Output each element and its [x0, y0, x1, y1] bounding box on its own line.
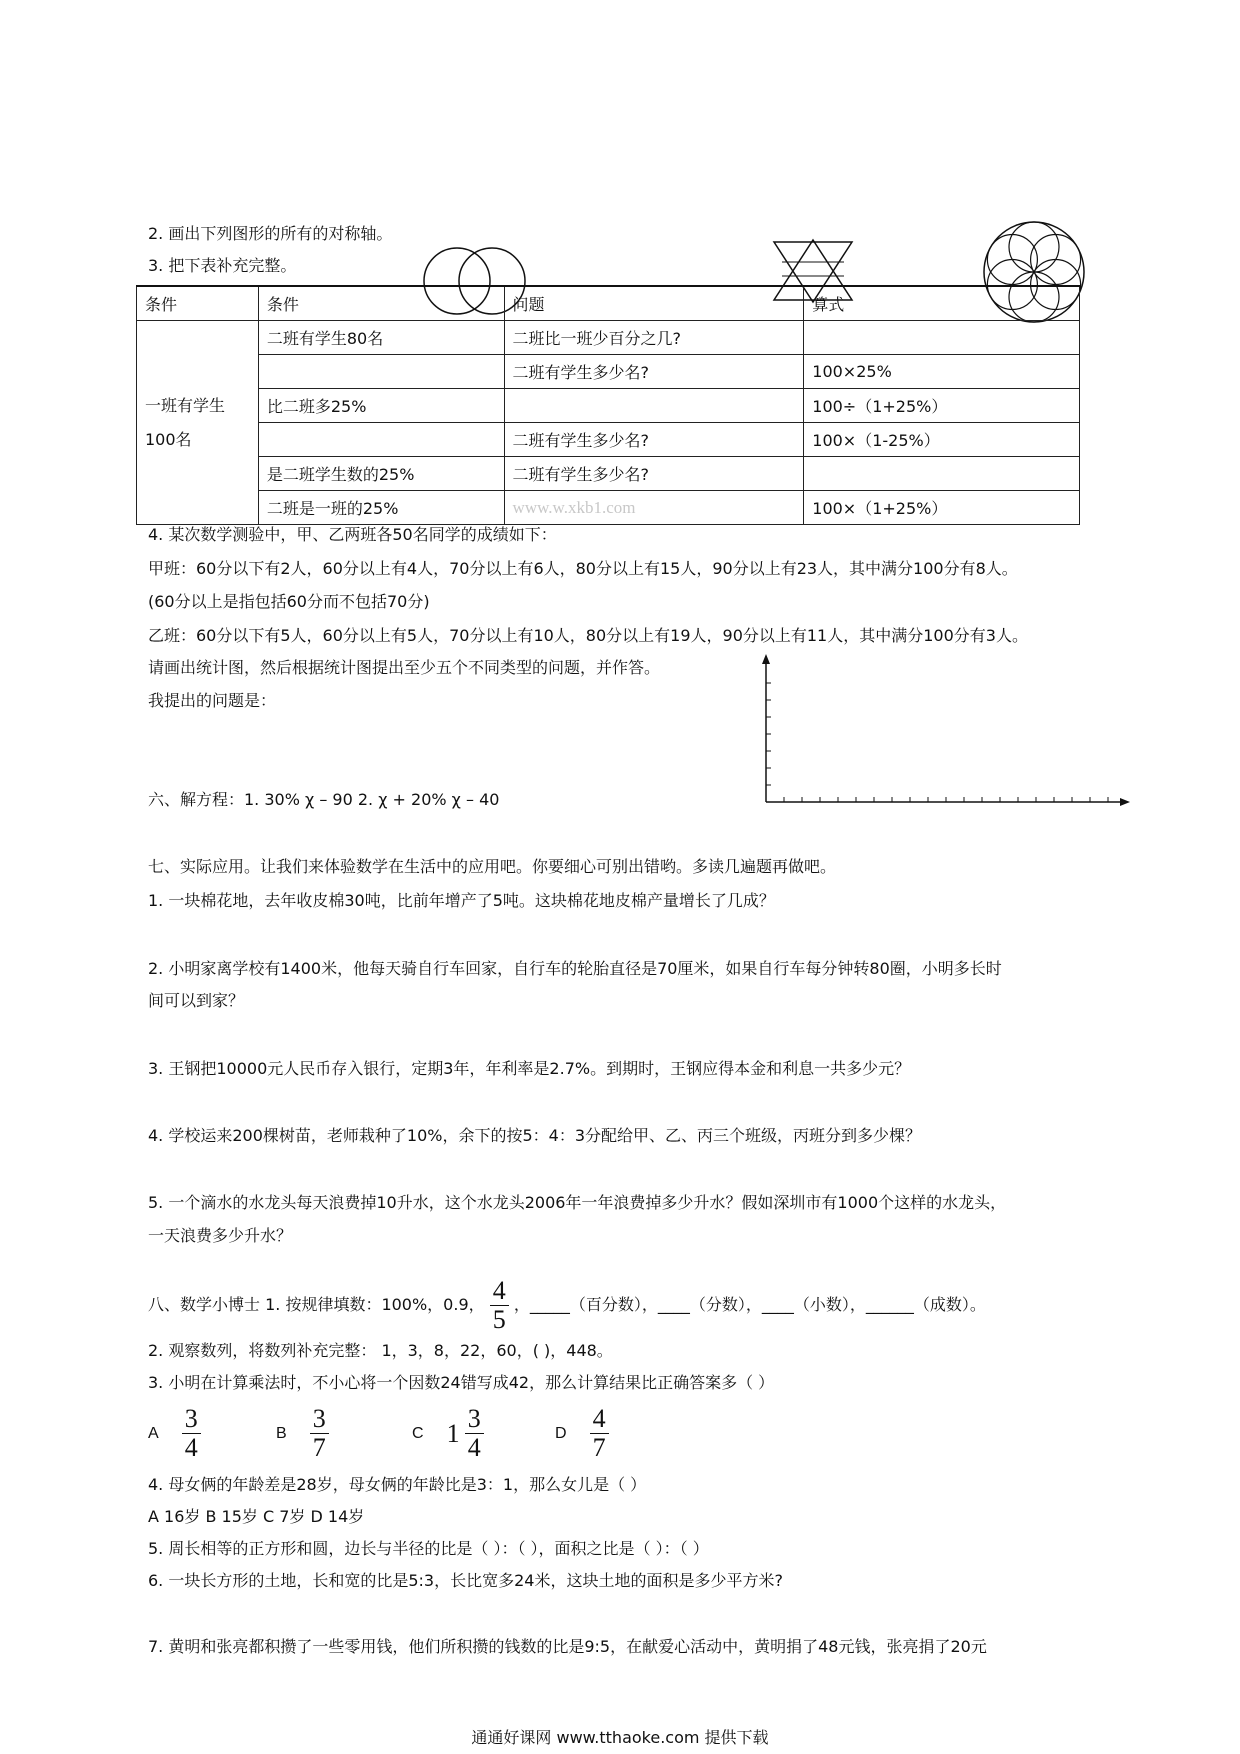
y-axis-arrow-icon: [762, 654, 770, 664]
fraction-denominator: 7: [312, 1433, 326, 1462]
question-4-class-b: 乙班：60分以下有5人，60分以上有5人，70分以上有10人，80分以上有19人，90分以上有11人，其中满分100分有3人。: [148, 626, 1028, 645]
section-8-q4: 4. 母女俩的年龄差是28岁，母女俩的年龄比是3：1，那么女儿是（ ）: [148, 1475, 647, 1494]
table-cell: 二班有学生多少名?: [504, 355, 804, 389]
section-7-q2-line1: 2. 小明家离学校有1400米，他每天骑自行车回家，自行车的轮胎直径是70厘米，如果自行车每分钟转80圈，小明多长时: [148, 959, 1002, 978]
fraction-denominator: 5: [492, 1305, 506, 1334]
table-cell: 100÷（1+25%）: [804, 389, 1080, 423]
blank-chart-axes: [755, 652, 1135, 812]
header-cell: 问题: [504, 286, 804, 321]
section-8-q3: 3. 小明在计算乘法时，不小心将一个因数24错写成42，那么计算结果比正确答案多（ ）: [148, 1373, 775, 1392]
table-row: [137, 423, 1080, 457]
header-cell: 条件: [137, 286, 259, 321]
table-cell: 比二班多25%: [258, 389, 504, 423]
page-footer: 通通好课网 www.tthaoke.com 提供下载: [471, 1728, 769, 1747]
section-8-q1: [148, 1275, 986, 1335]
option-c: [412, 1405, 484, 1462]
option-label: A: [148, 1424, 159, 1442]
table-row: [137, 355, 1080, 389]
option-fraction: [182, 1405, 201, 1462]
table-cell: 100×25%: [804, 355, 1080, 389]
section-7-q1: 1. 一块棉花地，去年收皮棉30吨，比前年增产了5吨。这块棉花地皮棉产量增长了几成？: [148, 891, 775, 910]
option-label: C: [412, 1424, 424, 1442]
table-row: [137, 389, 1080, 423]
section-6-equations: 六、解方程：1. 30% χ – 90 2. χ + 20% χ – 40: [148, 790, 500, 809]
table-cell: 二班是一班的25%: [258, 491, 504, 525]
table-row: [137, 321, 1080, 355]
section-8-q1-blanks: ，_____（百分数），____（分数），____（小数），______（成数）。: [513, 1295, 986, 1314]
fraction-numerator: 3: [310, 1405, 329, 1434]
option-fraction: [310, 1405, 329, 1462]
section-8-q6: 6. 一块长方形的土地，长和宽的比是5:3，长比宽多24米，这块土地的面积是多少平方米?: [148, 1571, 783, 1590]
question-4-class-a: 甲班：60分以下有2人，60分以上有4人，70分以上有6人，80分以上有15人，90分以上有23人，其中满分100分有8人。: [148, 559, 1018, 578]
table-row: [137, 457, 1080, 491]
section-7-q3: 3. 王钢把10000元人民币存入银行，定期3年，年利率是2.7%。到期时，王钢应得本金和利息一共多少元？: [148, 1059, 911, 1078]
table-cell: 100×（1+25%）: [804, 491, 1080, 525]
section-8-q7: 7. 黄明和张亮都积攒了一些零用钱，他们所积攒的钱数的比是9:5，在献爱心活动中，黄明捐了48元钱，张亮捐了20元: [148, 1637, 987, 1656]
question-3: 3. 把下表补充完整。: [148, 256, 297, 275]
section-8-q2: 2. 观察数列，将数列补充完整： 1，3，8，22，60，( )，448。: [148, 1341, 613, 1360]
option-fraction: [465, 1405, 484, 1462]
table-row: [137, 491, 1080, 525]
table-cell: [258, 355, 504, 389]
section-7-q5-line2: 一天浪费多少升水？: [148, 1226, 293, 1245]
section-7-title: 七、实际应用。让我们来体验数学在生活中的应用吧。你要细心可别出错哟。多读几遍题再做吧。: [148, 857, 837, 876]
table-cell: 二班有学生80名: [258, 321, 504, 355]
fraction-numerator: 3: [465, 1405, 484, 1434]
option-fraction: [590, 1405, 609, 1462]
section-7-q2-line2: 间可以到家？: [148, 991, 245, 1010]
option-label: D: [555, 1424, 567, 1442]
fraction-denominator: 7: [592, 1433, 606, 1462]
table-cell: 二班有学生多少名?: [504, 457, 804, 491]
option-label: B: [276, 1424, 287, 1442]
question-4-note: (60分以上是指包括60分而不包括70分): [148, 592, 430, 611]
table-cell: 是二班学生数的25%: [258, 457, 504, 491]
fraction-numerator: 3: [182, 1405, 201, 1434]
table-cell: [504, 389, 804, 423]
option-d: [555, 1405, 609, 1462]
option-b: [276, 1405, 329, 1462]
fraction-numerator: 4: [590, 1405, 609, 1434]
question-2: 2. 画出下列图形的所有的对称轴。: [148, 224, 393, 243]
section-7-q4: 4. 学校运来200棵树苗，老师栽种了10%，余下的按5：4：3分配给甲、乙、丙三个班级，丙班分到多少棵？: [148, 1126, 921, 1145]
fraction-denominator: 4: [184, 1433, 198, 1462]
fraction-four-fifths: [490, 1277, 509, 1334]
section-7-q5-line1: 5. 一个滴水的水龙头每天浪费掉10升水，这个水龙头2006年一年浪费掉多少升水？假如深圳市有1000个这样的水龙头，: [148, 1193, 1007, 1212]
table-cell: 二班比一班少百分之几?: [504, 321, 804, 355]
section-8-q1-text: 八、数学小博士 1. 按规律填数：100%，0.9，: [148, 1295, 485, 1314]
merged-condition-cell: [137, 321, 259, 525]
question-4-intro: 4. 某次数学测验中，甲、乙两班各50名同学的成绩如下：: [148, 525, 557, 544]
header-cell: 算式: [804, 286, 1080, 321]
fraction-denominator: 4: [467, 1433, 481, 1462]
merged-condition-line: 一班有学生: [145, 395, 226, 415]
watermark-text: www.w.xkb1.com: [512, 497, 636, 517]
table-cell: 二班有学生多少名?: [504, 423, 804, 457]
table-cell: [804, 457, 1080, 491]
table-cell: [258, 423, 504, 457]
header-cell: 条件: [258, 286, 504, 321]
table-cell: [504, 491, 804, 525]
mixed-number-whole: 1: [446, 1418, 460, 1448]
section-8-q5: 5. 周长相等的正方形和圆，边长与半径的比是（ ）：（ ），面积之比是（ ）：（ ）: [148, 1539, 709, 1558]
fill-in-table: [136, 285, 1080, 525]
question-4-task: 请画出统计图，然后根据统计图提出至少五个不同类型的问题，并作答。: [148, 658, 661, 677]
x-axis-arrow-icon: [1120, 798, 1130, 806]
section-8-q4-options: A 16岁 B 15岁 C 7岁 D 14岁: [148, 1507, 365, 1526]
question-4-my-questions: 我提出的问题是：: [148, 691, 277, 710]
fraction-numerator: 4: [490, 1277, 509, 1306]
option-a: [148, 1405, 201, 1462]
table-cell: 100×（1-25%）: [804, 423, 1080, 457]
merged-condition-line: 100名: [145, 429, 192, 449]
table-cell: [804, 321, 1080, 355]
